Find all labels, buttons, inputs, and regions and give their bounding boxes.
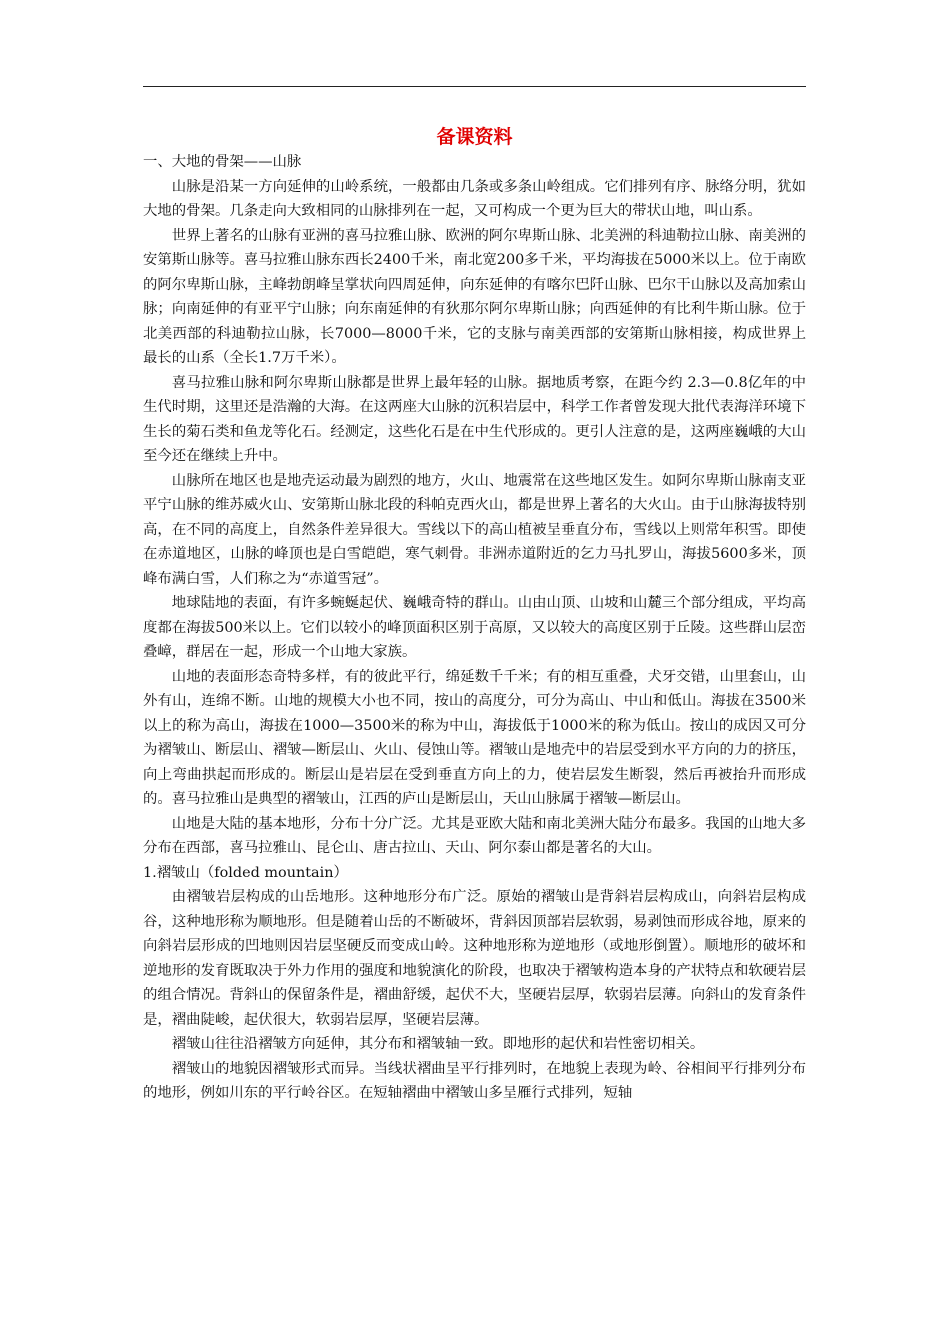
- paragraph: 世界上著名的山脉有亚洲的喜马拉雅山脉、欧洲的阿尔卑斯山脉、北美洲的科迪勒拉山脉、南美洲的安第斯山脉等。喜马拉雅山脉东西长2400千米，南北宽200多千米，平均海拔在5000米以上。位于南欧的阿尔卑斯山脉，主峰勃朗峰呈掌状向四周延伸，向东延伸的有喀尔巴阡山脉、巴尔干山脉以及高加索山脉；向南延伸的有亚平宁山脉；向东南延伸的有狄那尔阿尔卑斯山脉；向西延伸的有比利牛斯山脉。位于北美西部的科迪勒拉山脉，长7000—8000千米，它的支脉与南美西部的安第斯山脉相接，构成世界上最长的山系（全长1.7万千米）。: [143, 227, 806, 366]
- paragraph: 山脉是沿某一方向延伸的山岭系统，一般都由几条或多条山岭组成。它们排列有序、脉络分明，犹如大地的骨架。几条走向大致相同的山脉排列在一起，又可构成一个更为巨大的带状山地，叫山系。: [143, 178, 806, 219]
- paragraph: 褶皱山的地貌因褶皱形式而异。当线状褶曲呈平行排列时，在地貌上表现为岭、谷相间平行排列分布的地形，例如川东的平行岭谷区。在短轴褶曲中褶皱山多呈雁行式排列，短轴: [143, 1060, 806, 1101]
- section-heading-mountain-ranges: 一、大地的骨架——山脉: [143, 154, 302, 170]
- section-heading-folded-mountain: 1.褶皱山（folded mountain）: [143, 864, 348, 881]
- paragraph: 山脉所在地区也是地壳运动最为剧烈的地方，火山、地震常在这些地区发生。如阿尔卑斯山脉南支亚平宁山脉的维苏威火山、安第斯山脉北段的科帕克西火山，都是世界上著名的大火山。由于山脉海拔特别高，在不同的高度上，自然条件差异很大。雪线以下的高山植被呈垂直分布，雪线以上则常年积雪。即使在赤道地区，山脉的峰顶也是白雪皑皑，寒气刺骨。非洲赤道附近的乞力马扎罗山，海拔5600多米，顶峰布满白雪，人们称之为“赤道雪冠”。: [143, 472, 806, 587]
- page-title: 备课资料: [436, 126, 513, 148]
- paragraph: 喜马拉雅山脉和阿尔卑斯山脉都是世界上最年轻的山脉。据地质考察，在距今约 2.3—0.8亿年的中生代时期，这里还是浩瀚的大海。在这两座大山脉的沉积岩层中，科学工作者曾发现大批代表海洋环境下生长的菊石类和鱼龙等化石。经测定，这些化石是在中生代形成的。更引人注意的是，这两座巍峨的大山至今还在继续上升中。: [143, 374, 806, 464]
- paragraph: 山地是大陆的基本地形，分布十分广泛。尤其是亚欧大陆和南北美洲大陆分布最多。我国的山地大多分布在西部，喜马拉雅山、昆仑山、唐古拉山、天山、阿尔泰山都是著名的大山。: [143, 815, 806, 856]
- document-body: [143, 150, 806, 1106]
- paragraph: 山地的表面形态奇特多样，有的彼此平行，绵延数千千米；有的相互重叠，犬牙交错，山里套山，山外有山，连绵不断。山地的规模大小也不同，按山的高度分，可分为高山、中山和低山。海拔在3500米以上的称为高山，海拔在1000—3500米的称为中山，海拔低于1000米的称为低山。按山的成因又可分为褶皱山、断层山、褶皱—断层山、火山、侵蚀山等。褶皱山是地壳中的岩层受到水平方向的力的挤压，向上弯曲拱起而形成的。断层山是岩层在受到垂直方向上的力，使岩层发生断裂，然后再被抬升而形成的。喜马拉雅山是典型的褶皱山，江西的庐山是断层山，天山山脉属于褶皱—断层山。: [143, 668, 806, 807]
- paragraph: 褶皱山往往沿褶皱方向延伸，其分布和褶皱轴一致。即地形的起伏和岩性密切相关。: [171, 1036, 705, 1052]
- paragraph: 地球陆地的表面，有许多蜿蜒起伏、巍峨奇特的群山。山由山顶、山坡和山麓三个部分组成，平均高度都在海拔500米以上。它们以较小的峰顶面积区别于高原，又以较大的高度区别于丘陵。这些群山层峦叠嶂，群居在一起，形成一个山地大家族。: [143, 595, 806, 660]
- paragraph: 由褶皱岩层构成的山岳地形。这种地形分布广泛。原始的褶皱山是背斜岩层构成山，向斜岩层构成谷，这种地形称为顺地形。但是随着山岳的不断破坏，背斜因顶部岩层软弱，易剥蚀而形成谷地，原来的向斜岩层形成的凹地则因岩层坚硬反而变成山岭。这种地形称为逆地形（或地形倒置）。顺地形的破坏和逆地形的发育既取决于外力作用的强度和地貌演化的阶段，也取决于褶皱构造本身的产状特点和软硬岩层的组合情况。背斜山的保留条件是，褶曲舒缓，起伏不大，坚硬岩层厚，软弱岩层薄。向斜山的发育条件是，褶曲陡峻，起伏很大，软弱岩层厚，坚硬岩层薄。: [143, 889, 806, 1028]
- header-rule: [143, 86, 806, 87]
